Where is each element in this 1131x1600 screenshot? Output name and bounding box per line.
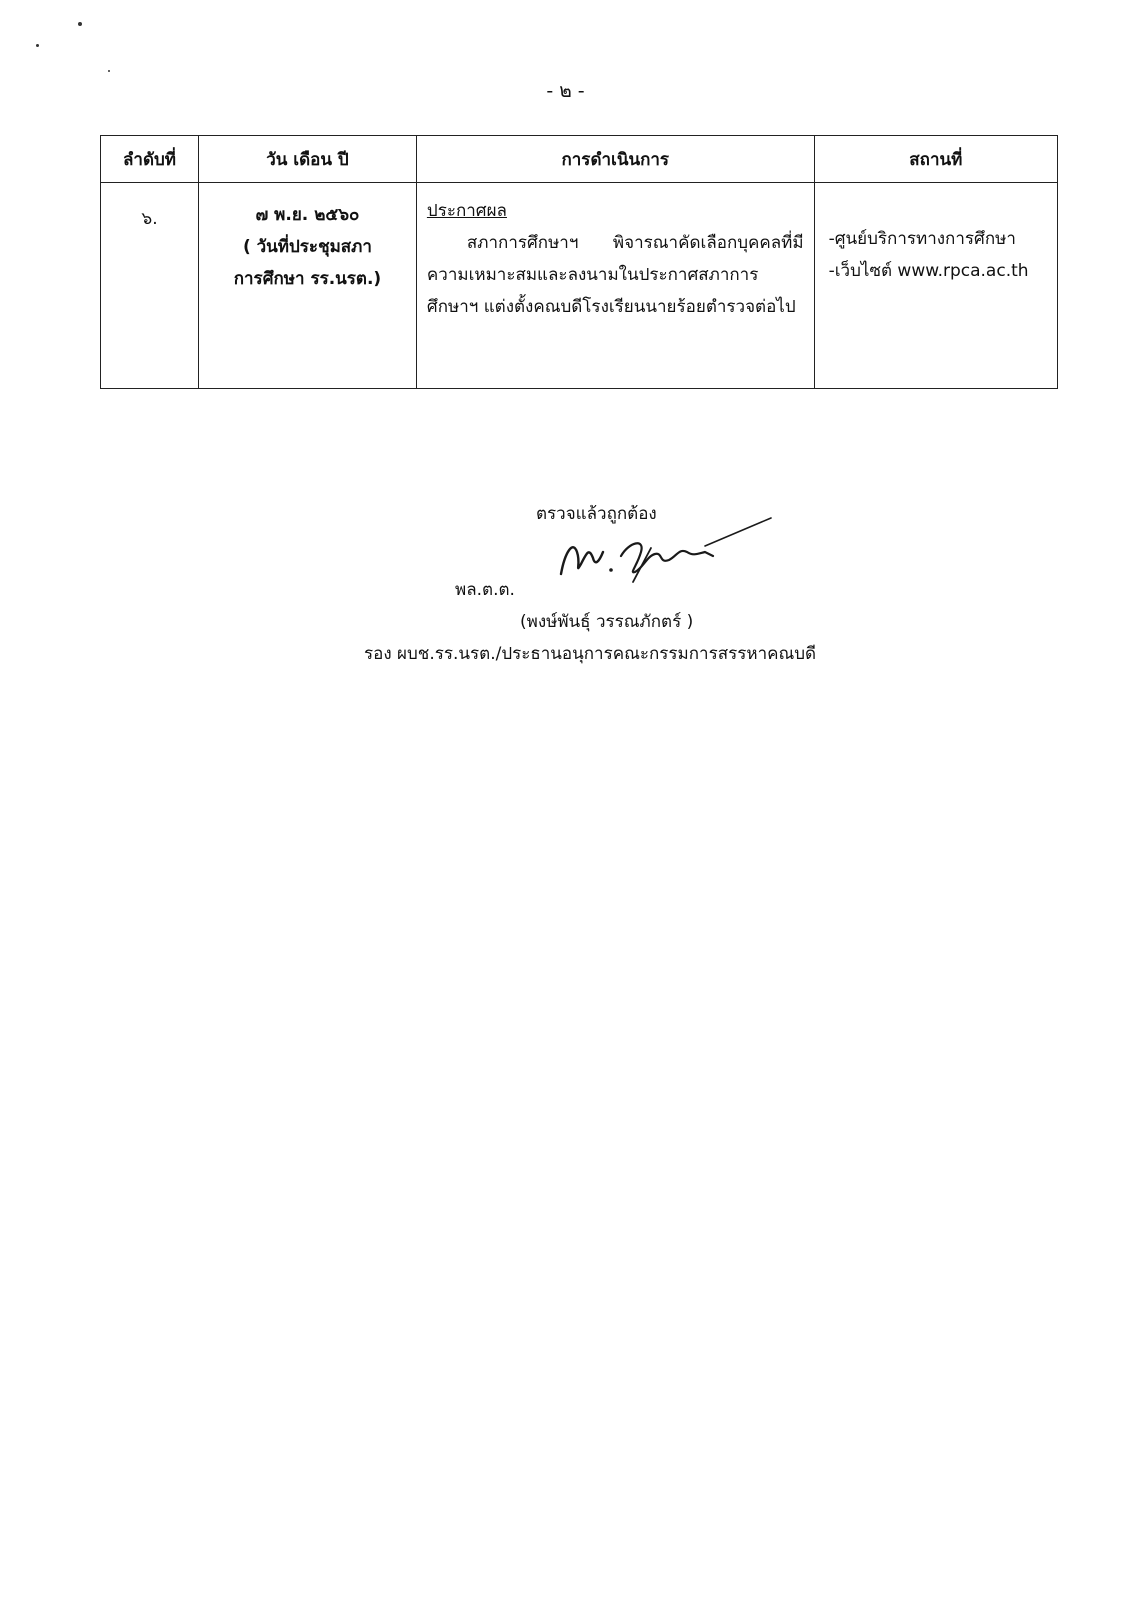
- header-seq: ลำดับที่: [101, 136, 199, 183]
- table-row: [101, 183, 1058, 389]
- signer-title: รอง ผบช.รร.นรต./ประธานอนุการคณะกรรมการสรรหาคณบดี: [364, 644, 817, 664]
- signer-name: (พงษ์พันธุ์ วรรณภักตร์ ): [520, 612, 694, 632]
- table-header-row: [101, 136, 1058, 183]
- scan-speck: [36, 44, 39, 47]
- action-body: สภาการศึกษาฯ พิจารณาคัดเลือกบุคคลที่มีความเหมาะสมและลงนามในประกาศสภาการศึกษาฯ แต่งตั้งคณบดีโรงเรียนนายร้อยตำรวจต่อไป: [426, 233, 804, 317]
- place-line-education-center: -ศูนย์บริการทางการศึกษา: [828, 229, 1016, 249]
- page-number: - ๒ -: [546, 80, 585, 102]
- date-value: ๗ พ.ย. ๒๕๖๐: [255, 205, 360, 225]
- header-date: วัน เดือน ปี: [199, 136, 417, 183]
- schedule-table: [100, 135, 1058, 389]
- handwritten-signature: [555, 512, 785, 592]
- row-action: [416, 183, 814, 389]
- place-line-website: -เว็บไซต์ www.rpca.ac.th: [828, 261, 1029, 281]
- scan-speck: [78, 22, 82, 26]
- signature-block: [0, 500, 1131, 680]
- date-note-line2: การศึกษา รร.นรต.): [233, 269, 382, 289]
- row-place: [814, 183, 1057, 389]
- date-note-line1: ( วันที่ประชุมสภา: [242, 237, 372, 257]
- action-heading: ประกาศผล: [426, 201, 507, 221]
- checked-label: ตรวจแล้วถูกต้อง: [536, 504, 657, 524]
- header-action: การดำเนินการ: [416, 136, 814, 183]
- row-date: [199, 183, 417, 389]
- header-place: สถานที่: [814, 136, 1057, 183]
- scan-speck: [108, 70, 110, 72]
- row-seq: ๖.: [101, 183, 199, 389]
- signer-rank: พล.ต.ต.: [455, 580, 515, 600]
